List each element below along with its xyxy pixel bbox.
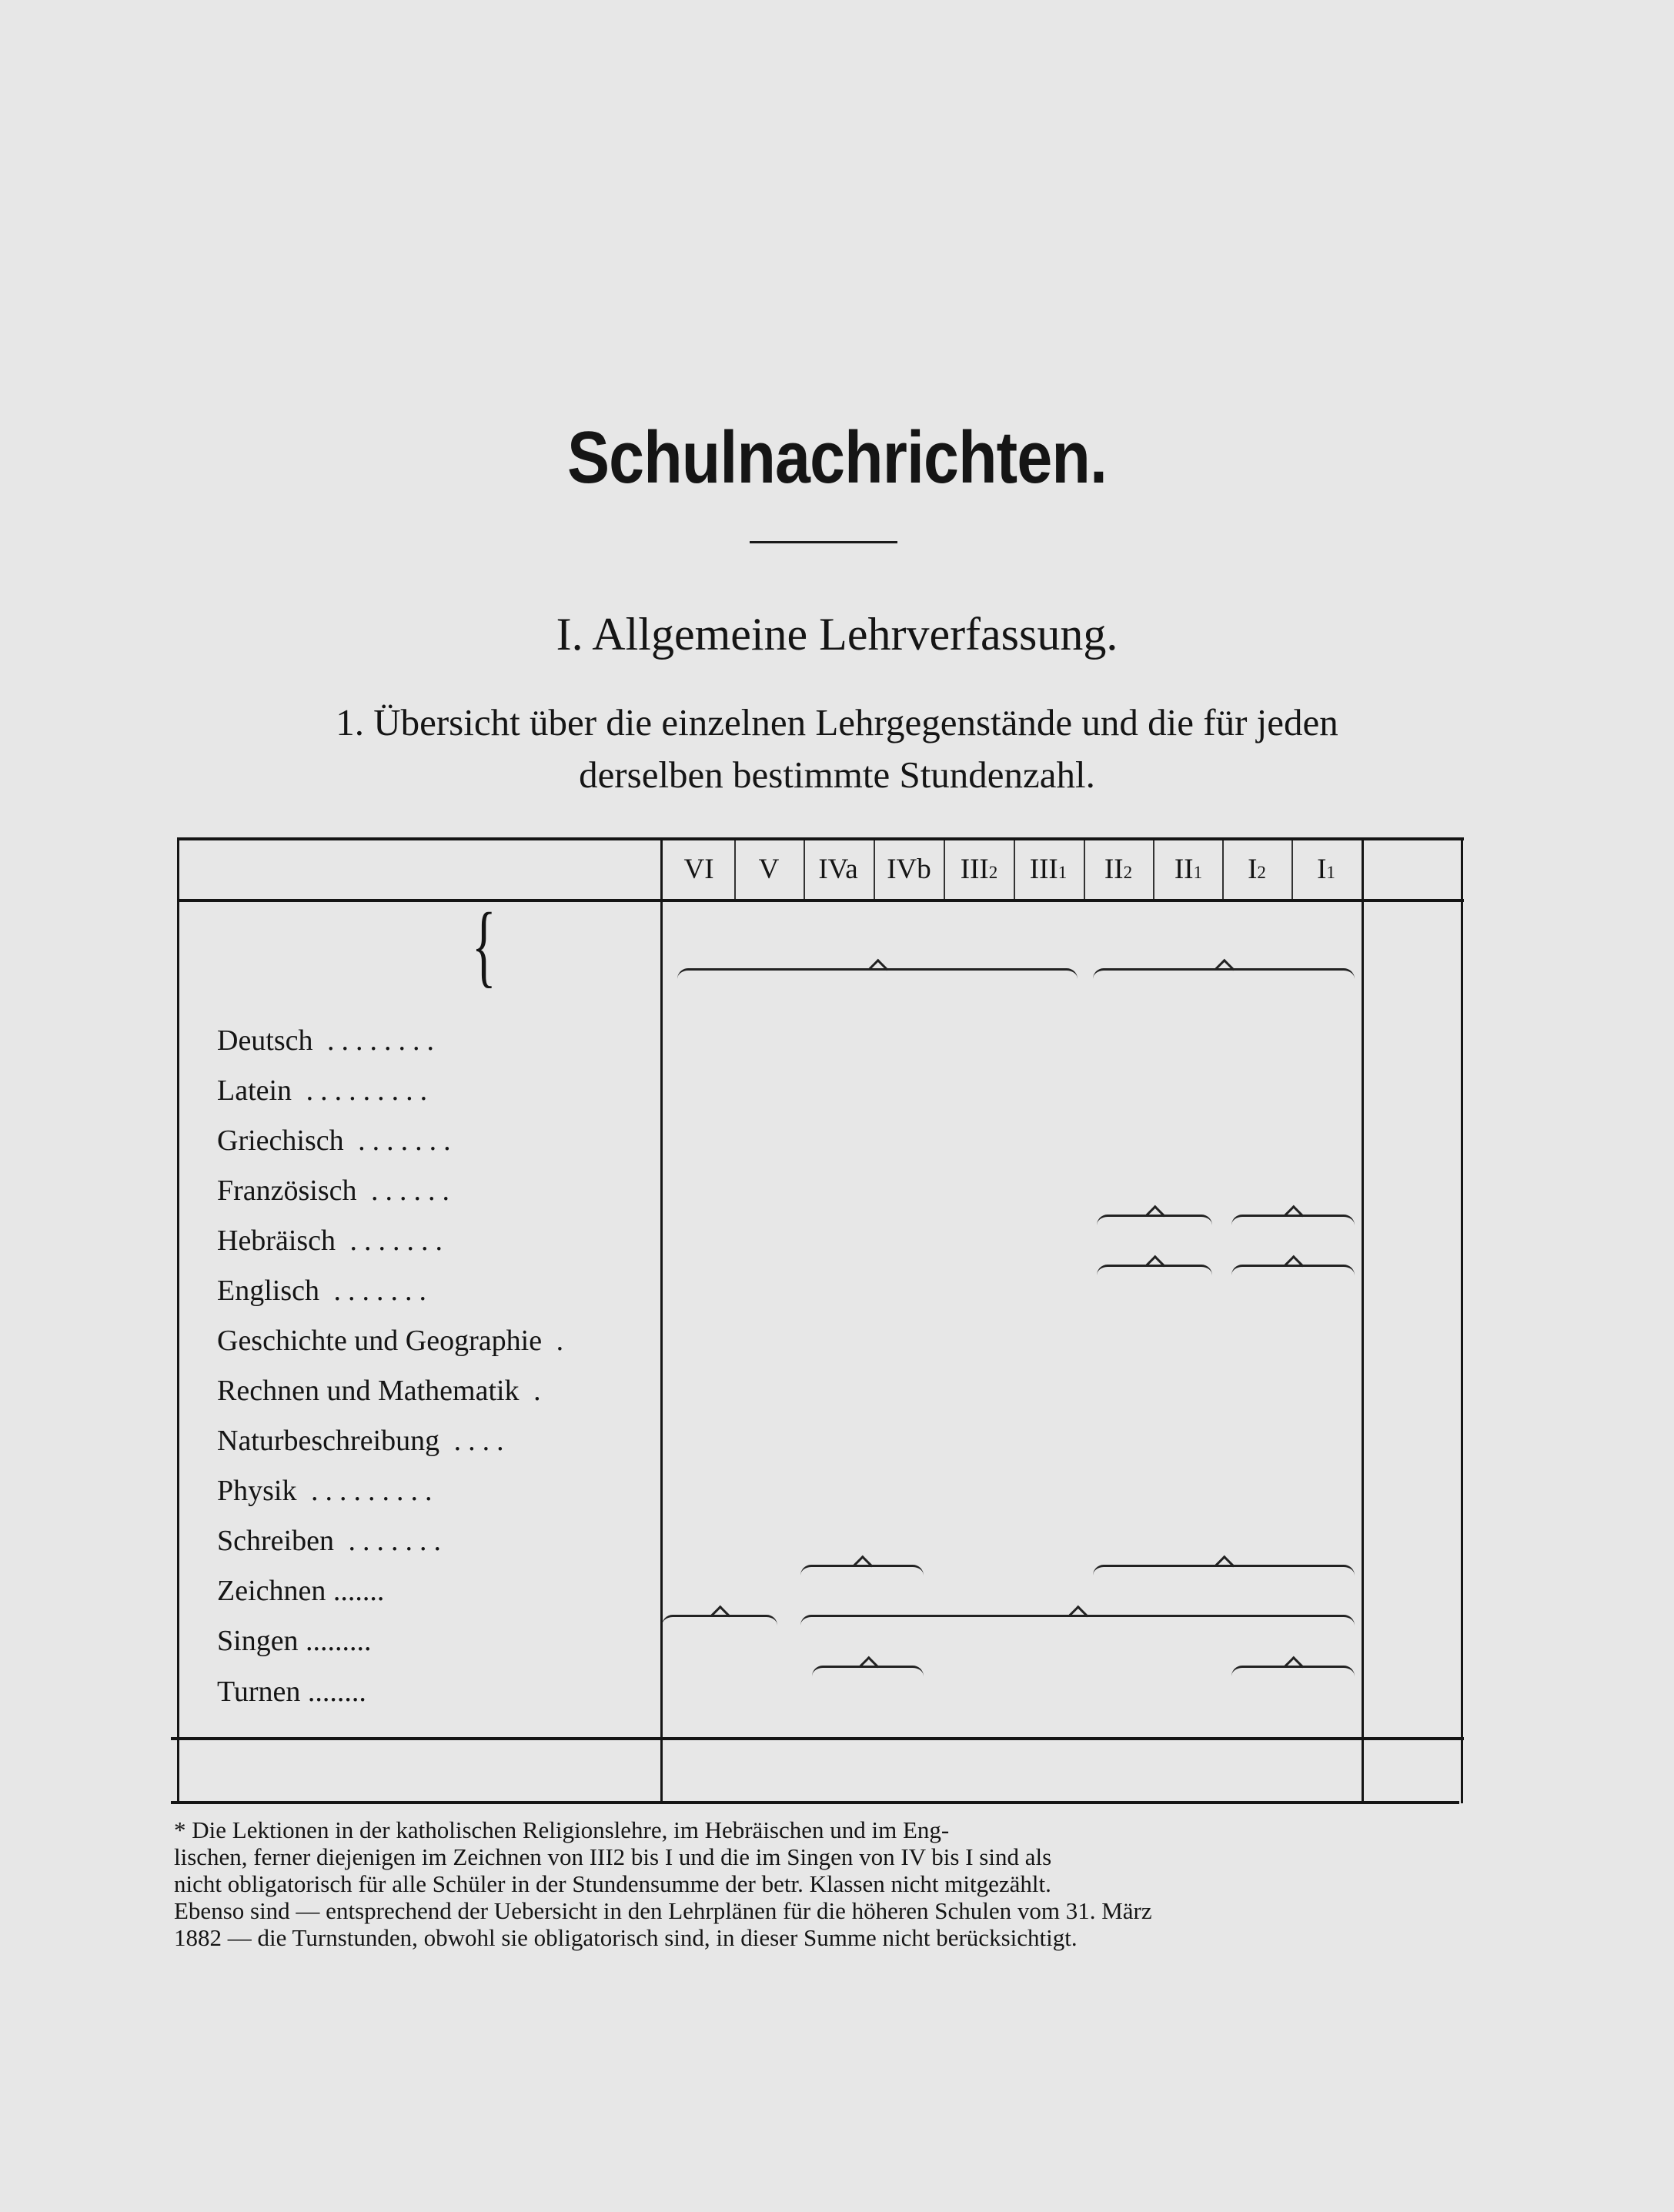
column-header-index: 1	[1193, 863, 1203, 882]
column-header	[1153, 853, 1224, 890]
dot-leader: .	[519, 1375, 548, 1407]
column-header-index: 2	[1257, 863, 1266, 882]
column-header	[1291, 853, 1362, 890]
subject-name: Englisch	[217, 1275, 319, 1307]
column-header-text: I	[1317, 854, 1327, 885]
subject-label	[217, 1324, 625, 1358]
column-header-text: III	[960, 854, 989, 885]
column-header	[944, 853, 1014, 890]
sum-divider	[1362, 837, 1364, 1803]
subject-name: Physik	[217, 1475, 297, 1507]
dot-leader: .......	[336, 1225, 450, 1257]
column-header-index: 1	[1058, 863, 1068, 882]
dot-leader: .	[542, 1325, 571, 1357]
footnote-line: Ebenso sind — entsprechend der Uebersicht in den Lehrplänen für die höheren Schulen vom 31. März	[174, 1897, 1152, 1924]
subject-name: Geschichte und Geographie	[217, 1325, 543, 1357]
header-bottom-rule	[177, 899, 1464, 902]
subject-label	[217, 1274, 625, 1308]
subject-name: Naturbeschreibung	[217, 1425, 440, 1457]
subsection-heading-line1: 1. Übersicht über die einzelnen Lehrgegenstände und die für jeden	[336, 701, 1338, 743]
column-header-text: II	[1174, 854, 1194, 885]
subject-label	[217, 1524, 625, 1558]
dot-leader: .......	[343, 1124, 458, 1157]
dot-leader: .......	[333, 1525, 448, 1557]
left-frame	[177, 837, 179, 1803]
footnote-line: lischen, ferner diejenigen im Zeichnen von III2 bis I und die im Singen von IV bis I sind als	[174, 1843, 1052, 1870]
column-header	[1013, 853, 1084, 890]
table-top-rule	[177, 837, 1464, 840]
subsection-heading-line2: derselben bestimmte Stundenzahl.	[579, 753, 1095, 796]
subject-label-zeichnen: Zeichnen .......	[217, 1575, 385, 1607]
subject-divider	[660, 837, 663, 1803]
column-header	[1083, 853, 1154, 890]
section-heading: I. Allgemeine Lehrverfassung.	[556, 609, 1118, 660]
footnote-line: nicht obligatorisch für alle Schüler in der Stundensumme der betr. Klassen nicht mitgezählt.	[174, 1870, 1051, 1897]
subject-label	[217, 1124, 625, 1158]
column-header: IVa	[818, 854, 858, 885]
table-bottom-rule	[171, 1801, 1459, 1804]
subject-label	[217, 1024, 625, 1058]
dot-leader: .........	[296, 1475, 439, 1507]
column-header-text: I	[1248, 854, 1258, 885]
subject-name: Deutsch	[217, 1024, 313, 1057]
footnote	[174, 1816, 1456, 1951]
subject-label-singen: Singen .........	[217, 1625, 372, 1657]
column-header	[1221, 853, 1292, 890]
religion-brace: {	[471, 894, 496, 996]
subject-label	[217, 1424, 625, 1458]
subject-label	[217, 1224, 625, 1258]
summa-top-rule	[171, 1737, 1464, 1740]
subject-name: Rechnen und Mathematik	[217, 1375, 520, 1407]
title-divider	[750, 541, 897, 543]
subject-label	[217, 1174, 625, 1208]
subject-label-turnen: Turnen ........	[217, 1676, 366, 1708]
dot-leader: ....	[439, 1425, 511, 1457]
column-header-index: 2	[1123, 863, 1133, 882]
column-header: V	[758, 854, 780, 885]
subject-name: Hebräisch	[217, 1225, 336, 1257]
column-header: IVb	[887, 854, 931, 885]
footnote-line: * Die Lektionen in der katholischen Religionslehre, im Hebräischen und im Eng-	[174, 1816, 950, 1843]
subject-name: Griechisch	[217, 1124, 344, 1157]
column-header-index: 1	[1326, 863, 1335, 882]
column-header: VI	[683, 854, 714, 885]
right-frame	[1461, 837, 1463, 1803]
dot-leader: .........	[292, 1074, 435, 1107]
subject-name: Schreiben	[217, 1525, 334, 1557]
subject-name: Französisch	[217, 1174, 357, 1207]
footnote-line: 1882 — die Turnstunden, obwohl sie obligatorisch sind, in dieser Summe nicht berücksichtigt.	[174, 1924, 1078, 1951]
subject-label	[217, 1474, 625, 1508]
page-title: Schulnachrichten.	[566, 416, 1108, 499]
column-header-text: III	[1029, 854, 1058, 885]
subject-name: Latein	[217, 1074, 292, 1107]
dot-leader: .......	[319, 1275, 433, 1307]
dot-leader: ........	[312, 1024, 442, 1057]
dot-leader: ......	[356, 1174, 457, 1207]
subject-label	[217, 1374, 625, 1408]
column-header-index: 2	[988, 863, 998, 882]
subject-label	[217, 1074, 625, 1108]
column-header-text: II	[1104, 854, 1124, 885]
